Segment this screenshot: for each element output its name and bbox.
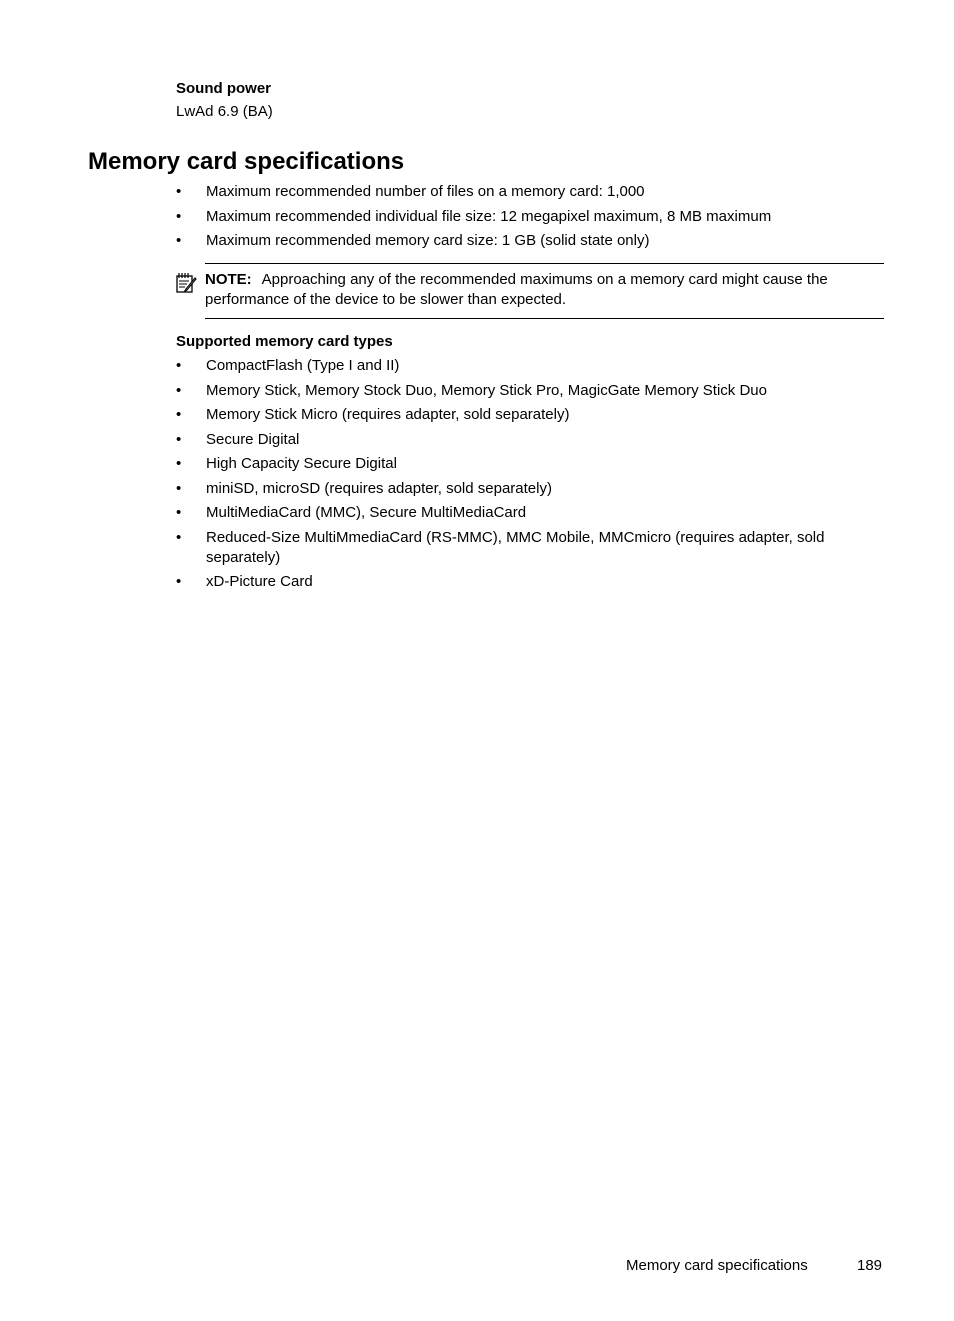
list-item xyxy=(176,572,886,592)
list-item xyxy=(176,479,886,499)
supported-types-heading: Supported memory card types xyxy=(176,333,393,350)
list-item xyxy=(176,454,886,474)
list-item xyxy=(176,528,886,568)
list-item xyxy=(176,381,886,401)
list-item xyxy=(176,430,886,450)
bullet: • xyxy=(176,479,182,497)
list-item-text: High Capacity Secure Digital xyxy=(206,455,397,472)
list-item-text: Maximum recommended individual file size: 12 megapixel maximum, 8 MB maximum xyxy=(206,207,772,225)
list-item xyxy=(176,503,886,523)
list-item xyxy=(176,231,886,251)
page-number: 189 xyxy=(857,1257,883,1274)
note-label: NOTE: xyxy=(205,271,252,288)
bullet: • xyxy=(176,430,182,448)
bullet: • xyxy=(176,406,182,423)
bullet: • xyxy=(176,183,182,200)
bullet: • xyxy=(176,573,182,590)
sound-power-heading: Sound power xyxy=(176,80,271,97)
list-item-text: CompactFlash (Type I and II) xyxy=(206,357,400,374)
list-item xyxy=(176,182,886,202)
list-item-text: Memory Stick Micro (requires adapter, sold separately) xyxy=(206,406,570,423)
list-item xyxy=(176,356,886,376)
list-item-text: xD-Picture Card xyxy=(206,573,313,590)
bullet: • xyxy=(176,357,182,374)
list-item-text: miniSD, microSD (requires adapter, sold separately) xyxy=(206,479,552,497)
note-body: Approaching any of the recommended maximums on a memory card might cause the performance of the device to be slower than expected. xyxy=(205,271,828,308)
bullet: • xyxy=(176,528,182,546)
page-title: Memory card specifications xyxy=(88,148,405,175)
list-item-text: Maximum recommended number of files on a memory card: 1,000 xyxy=(206,183,645,200)
list-item-text: Memory Stick, Memory Stock Duo, Memory Stick Pro, MagicGate Memory Stick Duo xyxy=(206,381,767,399)
list-item-text: Secure Digital xyxy=(206,430,300,448)
list-item-text: Maximum recommended memory card size: 1 GB (solid state only) xyxy=(206,232,650,249)
note-icon xyxy=(175,272,197,294)
footer-section-title: Memory card specifications xyxy=(626,1257,808,1274)
bullet: • xyxy=(176,207,182,225)
list-item xyxy=(176,207,886,227)
sound-power-value: LwAd 6.9 (BA) xyxy=(176,103,273,120)
bullet: • xyxy=(176,232,182,249)
supported-types-list xyxy=(176,356,886,597)
bullet: • xyxy=(176,455,182,472)
bullet: • xyxy=(176,504,182,521)
note-text xyxy=(205,270,884,310)
bullet: • xyxy=(176,381,182,399)
list-item-text: MultiMediaCard (MMC), Secure MultiMediaCard xyxy=(206,504,527,521)
specs-list xyxy=(176,182,886,256)
list-item xyxy=(176,405,886,425)
list-item-text: Reduced-Size MultiMmediaCard (RS-MMC), MMC Mobile, MMCmicro (requires adapter, sold separately) xyxy=(206,528,825,566)
